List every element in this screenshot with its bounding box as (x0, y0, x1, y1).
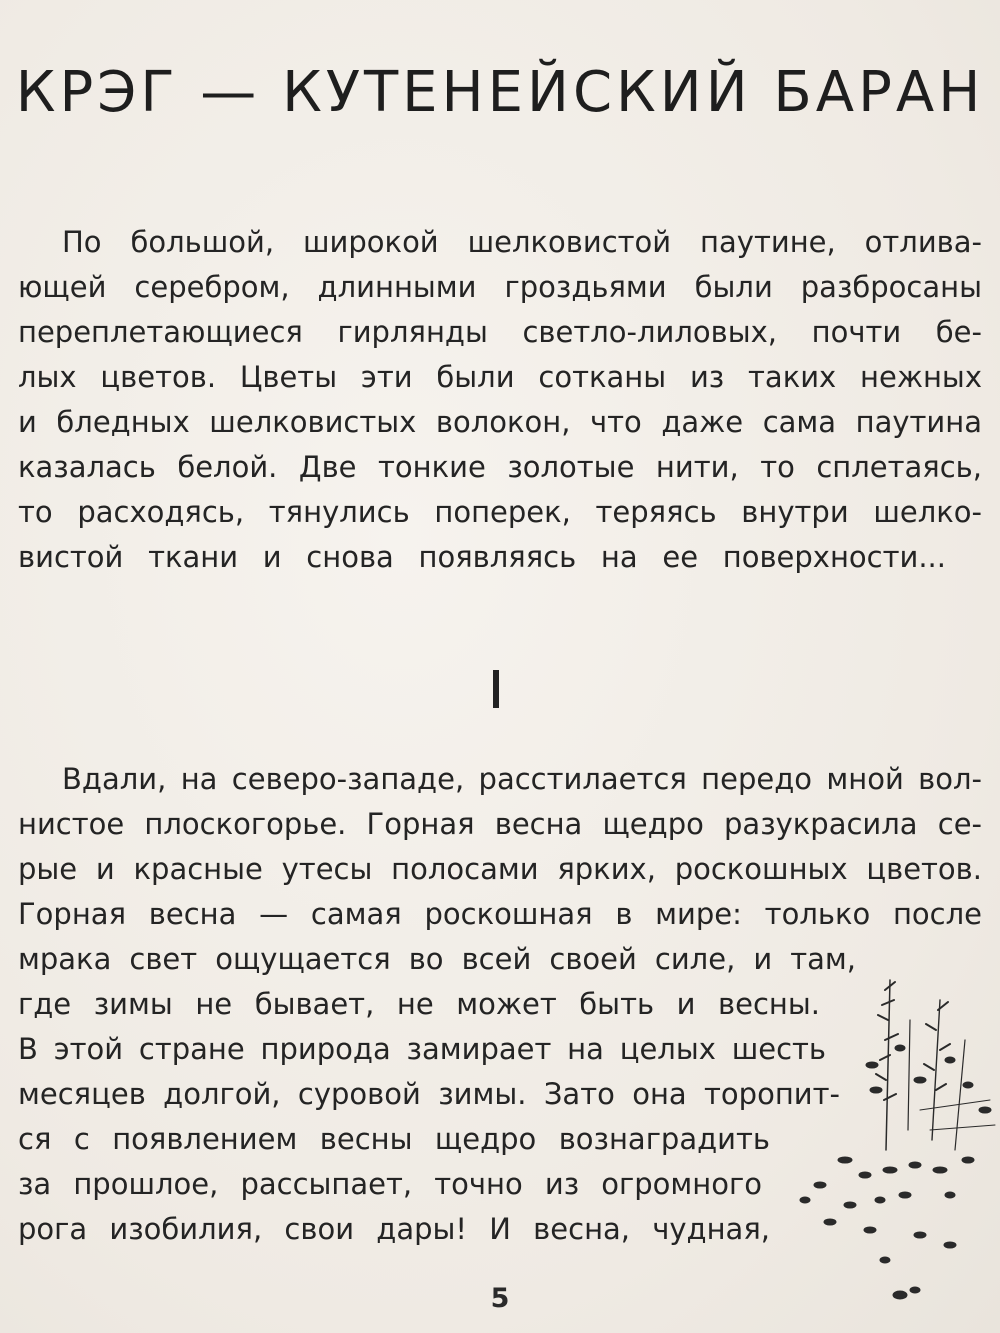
text-line: Горная весна — самая роскошная в мире: только после (18, 897, 982, 931)
text-line: мрака свет ощущается во всей своей силе, и там, (18, 942, 856, 976)
chapter-title: КРЭГ — КУТЕНЕЙСКИЙ БАРАН (15, 60, 985, 125)
text-line: ющей серебром, длинными гроздьями были разбросаны (18, 270, 982, 304)
text-line: нистое плоскогорье. Горная весна щедро разукрасила се- (18, 807, 982, 841)
text-line: ся с появлением весны щедро вознаградить (18, 1122, 770, 1156)
text-line: за прошлое, рассыпает, точно из огромного (18, 1167, 762, 1201)
page-number: 5 (490, 1283, 510, 1314)
text-line: По большой, широкой шелковистой паутине, отлива- (62, 225, 982, 259)
text-line: переплетающиеся гирлянды светло-лиловых, почти бе- (18, 315, 982, 349)
text-line: вистой ткани и снова появляясь на ее поверхности... (18, 540, 946, 574)
text-line: то расходясь, тянулись поперек, теряясь внутри шелко- (18, 495, 982, 529)
text-line: рые и красные утесы полосами ярких, роскошных цветов. (18, 852, 982, 886)
section-numeral (493, 670, 499, 708)
text-line: казалась белой. Две тонкие золотые нити, то сплетаясь, (18, 450, 982, 484)
text-line: лых цветов. Цветы эти были сотканы из таких нежных (18, 360, 982, 394)
text-line: В этой стране природа замирает на целых шесть (18, 1032, 826, 1066)
plant-sketch-icon (790, 960, 1000, 1333)
text-line: Вдали, на северо-западе, расстилается передо мной вол- (62, 762, 982, 796)
text-line: рога изобилия, свои дары! И весна, чудная, (18, 1212, 770, 1246)
text-line: где зимы не бывает, не может быть и весны. (18, 987, 820, 1021)
text-line: месяцев долгой, суровой зимы. Зато она торопит- (18, 1077, 840, 1111)
text-line: и бледных шелковистых волокон, что даже сама паутина (18, 405, 982, 439)
